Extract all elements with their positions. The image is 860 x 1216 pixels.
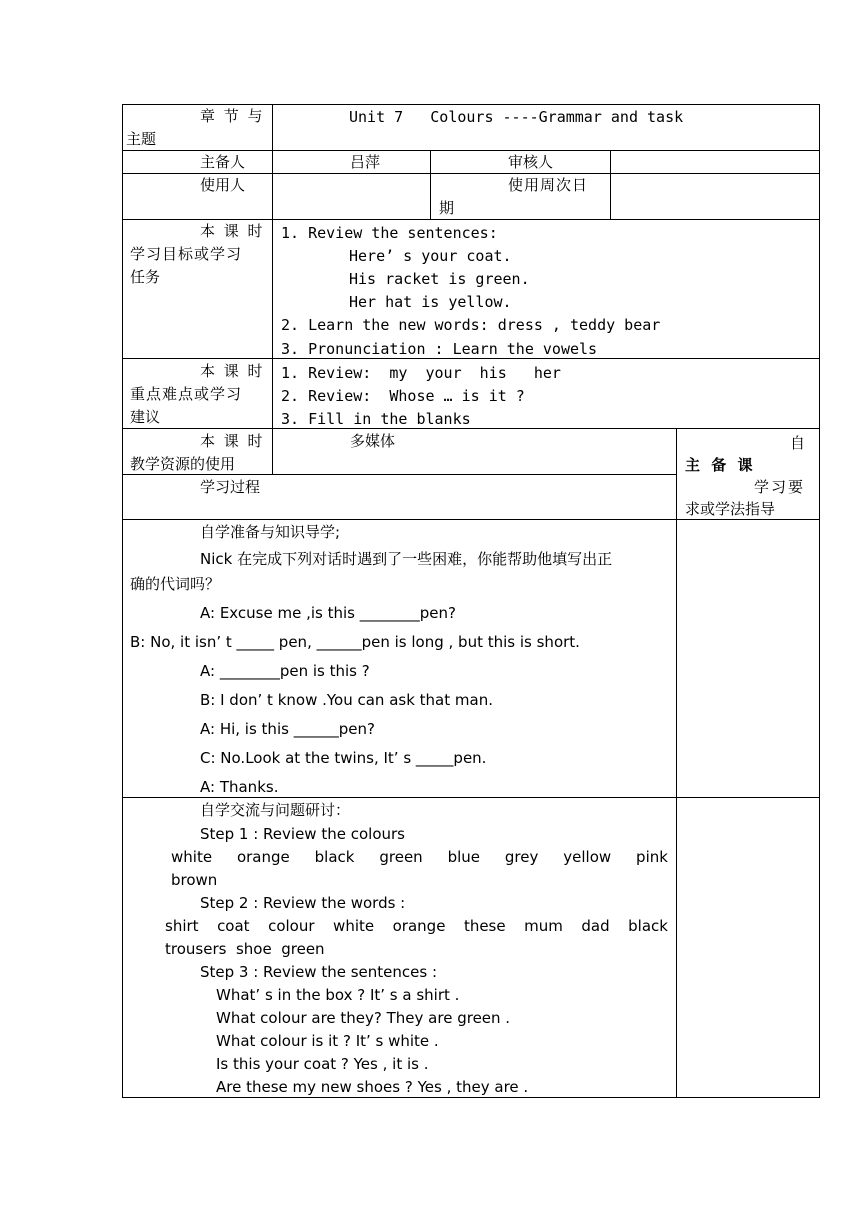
colour-word: grey (504, 848, 539, 866)
objectives-label-3: 任务 (130, 268, 161, 286)
colour-word: pink (636, 848, 668, 866)
side-header-4: 求或学法指导 (685, 500, 776, 518)
review-word: mum (524, 917, 563, 935)
colour-word: black (314, 848, 355, 866)
review-sentence: Are these my new shoes ? Yes , they are . (216, 1078, 529, 1096)
keypoints-label-2: 重点难点或学习 (130, 385, 243, 403)
side-header-3: 学习要 (754, 478, 806, 496)
review-sentence: Is this your coat ? Yes , it is . (216, 1055, 429, 1073)
review-word: shirt (165, 917, 199, 935)
review-word: white (333, 917, 375, 935)
exchange-title: 自学交流与问题研讨： (200, 801, 351, 819)
week-label: 使用周次日 (508, 176, 589, 194)
chapter-label-cell (126, 105, 270, 151)
review-word: coat (217, 917, 250, 935)
objectives-label-2: 学习目标或学习 (130, 245, 243, 263)
review-word: dad (581, 917, 610, 935)
dialogue-line: B: I don’ t know .You can ask that man. (200, 691, 493, 709)
review-word: colour (268, 917, 315, 935)
preparer-value: 吕萍 (350, 153, 381, 171)
week-label-2: 期 (439, 199, 455, 217)
objective-item: 1. Review the sentences: (281, 224, 498, 242)
objective-item: His racket is green. (349, 270, 530, 288)
user-label: 使用人 (200, 176, 246, 194)
objective-item: 2. Learn the new words: dress , teddy bear (281, 316, 661, 334)
keypoint-item: 3. Fill in the blanks (281, 410, 471, 428)
review-words-last: trousers shoe green (165, 940, 325, 958)
review-word: orange (392, 917, 446, 935)
preparer-label: 主备人 (200, 153, 246, 171)
dialogue-line: A: Hi, is this ______pen? (200, 720, 375, 738)
resources-label-2: 教学资源的使用 (130, 455, 236, 473)
self-study-intro-1: Nick 在完成下列对话时遇到了一些困难，你能帮助他填写出正 (200, 550, 613, 568)
side-header-1: 自 (790, 434, 806, 452)
chapter-label: 章 节 与 (200, 107, 265, 125)
dialogue-line: B: No, it isn’ t _____ pen, ______pen is long , but this is short. (130, 633, 580, 651)
process-label: 学习过程 (200, 478, 261, 496)
step-3: Step 3 : Review the sentences : (200, 963, 438, 981)
colour-word: yellow (563, 848, 612, 866)
dialogue-line: A: ________pen is this ? (200, 662, 370, 680)
objective-item: Here’ s your coat. (349, 247, 512, 265)
keypoint-item: 1. Review: my your his her (281, 364, 561, 382)
colour-word-last: brown (171, 871, 218, 889)
chapter-label-2: 主题 (126, 130, 157, 148)
resources-label-1: 本 课 时 (200, 432, 265, 450)
resources-value: 多媒体 (350, 432, 396, 450)
colour-word: white (171, 848, 213, 866)
keypoint-item: 2. Review: Whose … is it ? (281, 387, 525, 405)
objective-item: Her hat is yellow. (349, 293, 512, 311)
colour-word: blue (447, 848, 481, 866)
colour-word: orange (236, 848, 290, 866)
keypoints-label-1: 本 课 时 (200, 362, 265, 380)
objective-item: 3. Pronunciation : Learn the vowels (281, 340, 598, 358)
review-sentence: What colour are they? They are green . (216, 1009, 511, 1027)
dialogue-line: C: No.Look at the twins, It’ s _____pen. (200, 749, 487, 767)
self-study-intro-2: 确的代词吗？ (130, 575, 221, 593)
side-header-2: 主 备 课 (685, 456, 756, 474)
keypoints-label-3: 建议 (130, 408, 161, 426)
colours-list (171, 847, 668, 867)
review-word: these (463, 917, 506, 935)
step-2: Step 2 : Review the words : (200, 894, 406, 912)
dialogue-line: A: Thanks. (200, 778, 279, 796)
step-1: Step 1 : Review the colours (200, 825, 405, 843)
review-sentence: What colour is it ? It’ s white . (216, 1032, 439, 1050)
words-list (165, 916, 668, 936)
self-study-title: 自学准备与知识导学; (200, 523, 341, 541)
colour-word: green (379, 848, 423, 866)
objectives-label-1: 本 课 时 (200, 222, 265, 240)
chapter-value: Unit 7 Colours ----Grammar and task (349, 108, 684, 126)
review-sentence: What’ s in the box ? It’ s a shirt . (216, 986, 460, 1004)
review-word: black (628, 917, 668, 935)
reviewer-label: 审核人 (508, 153, 554, 171)
dialogue-line: A: Excuse me ,is this ________pen? (200, 604, 456, 622)
